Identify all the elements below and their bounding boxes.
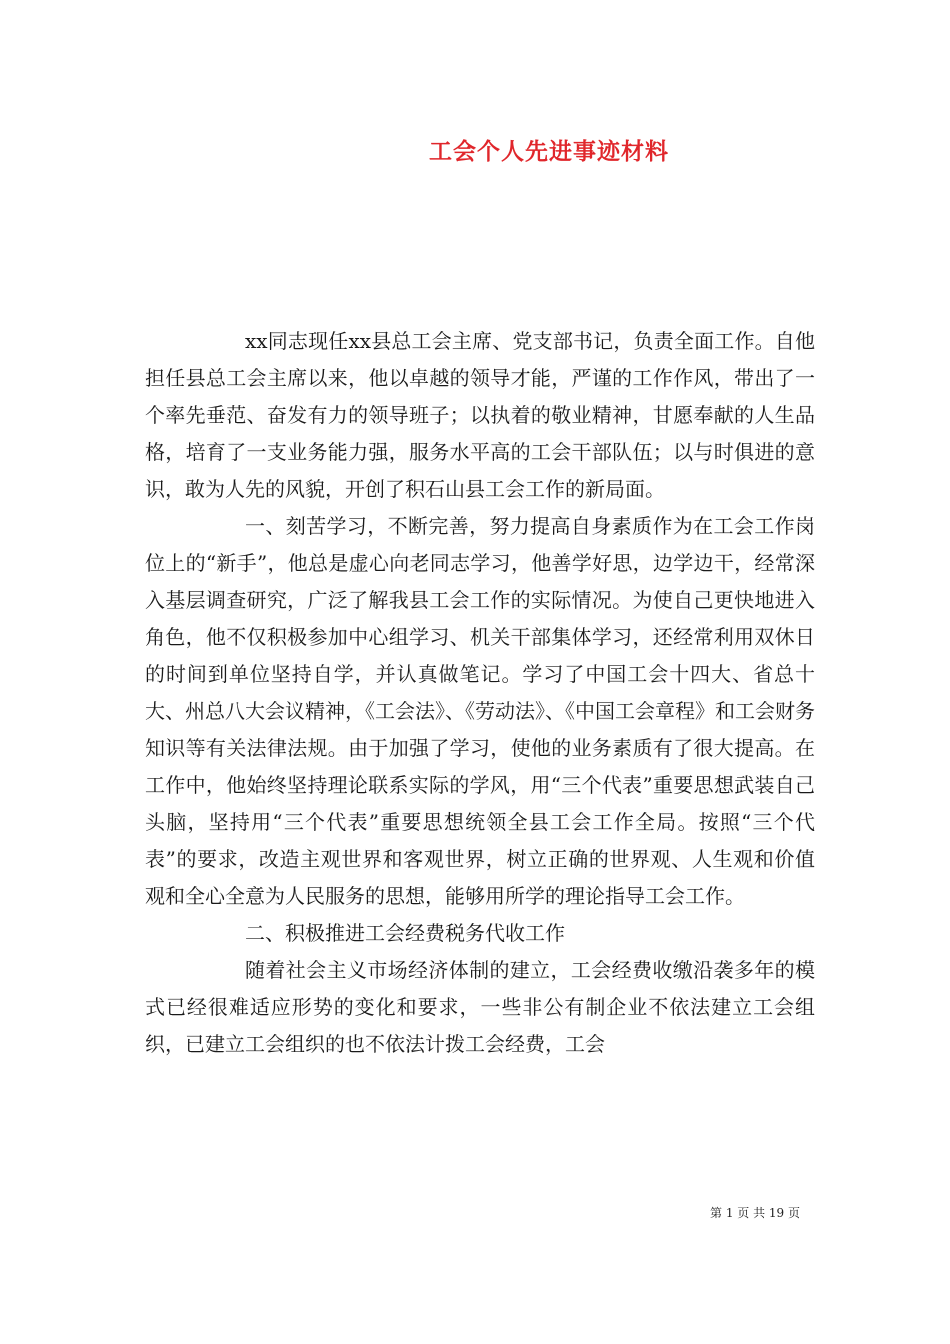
paragraph-intro: xx同志现任xx县总工会主席、党支部书记，负责全面工作。自他担任县总工会主席以来，他以卓越的领导才能，严谨的工作作风，带出了一个率先垂范、奋发有力的领导班子；以执着的敬业精神，甘愿奉献的人生品格，培育了一支业务能力强，服务水平高的工会干部队伍；以与时俱进的意识，敢为人先的风貌，开创了积石山县工会工作的新局面。 (145, 329, 815, 501)
document-body (145, 323, 815, 1063)
section-heading-two: 二、积极推进工会经费税务代收工作 (245, 921, 565, 945)
paragraph-section-one: 一、刻苦学习，不断完善，努力提高自身素质作为在工会工作岗位上的“新手”，他总是虚心向老同志学习，他善学好思，边学边干，经常深入基层调查研究，广泛了解我县工会工作的实际情况。为使自己更快地进入角色，他不仅积极参加中心组学习、机关干部集体学习，还经常利用双休日的时间到单位坚持自学，并认真做笔记。学习了中国工会十四大、省总十大、州总八大会议精神，《工会法》、《劳动法》、《中国工会章程》和工会财务知识等有关法律法规。由于加强了学习，使他的业务素质有了很大提高。在工作中，他始终坚持理论联系实际的学风，用“三个代表”重要思想武装自己头脑，坚持用“三个代表”重要思想统领全县工会工作全局。按照“三个代表”的要求，改造主观世界和客观世界，树立正确的世界观、人生观和价值观和全心全意为人民服务的思想，能够用所学的理论指导工会工作。 (145, 514, 815, 908)
document-title: 工会个人先进事迹材料 (429, 138, 669, 165)
paragraph-section-two: 随着社会主义市场经济体制的建立，工会经费收缴沿袭多年的模式已经很难适应形势的变化和要求，一些非公有制企业不依法建立工会组织，已建立工会组织的也不依法计拨工会经费，工会 (145, 958, 815, 1056)
page-number-footer: 第 1 页 共 19 页 (710, 1206, 800, 1220)
